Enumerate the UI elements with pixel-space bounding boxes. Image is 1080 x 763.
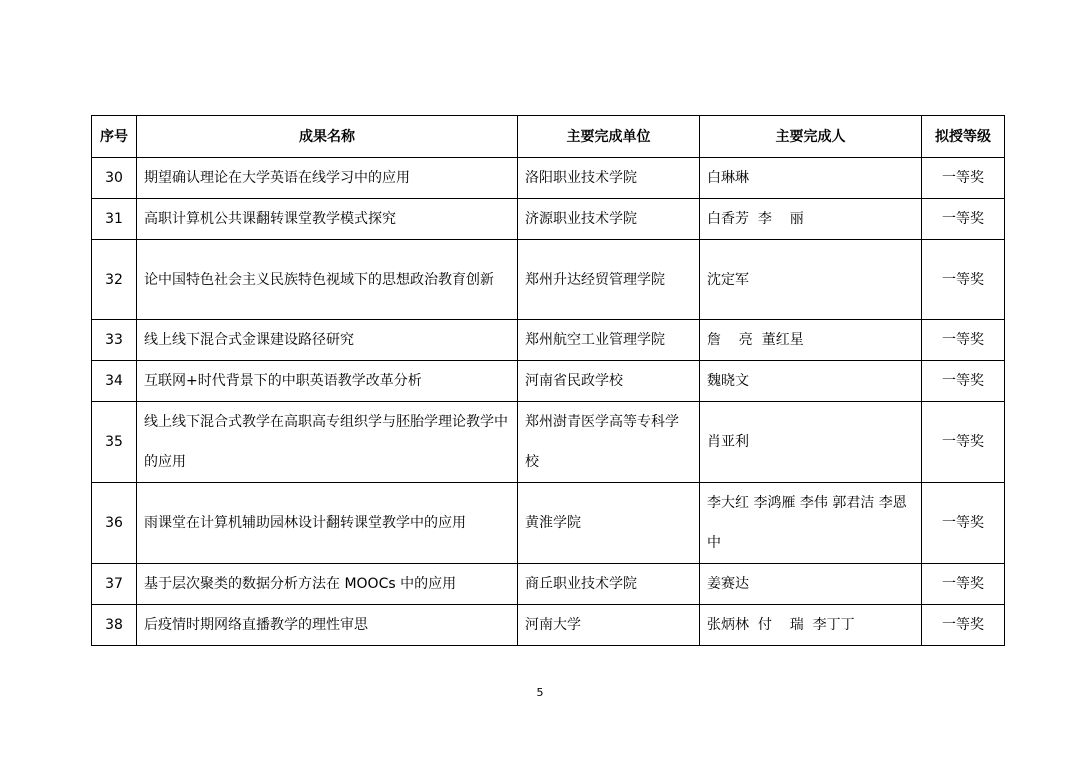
row-number: 32 bbox=[92, 240, 137, 320]
row-number: 30 bbox=[92, 158, 137, 199]
completing-unit: 济源职业技术学院 bbox=[518, 199, 700, 240]
award-level: 一等奖 bbox=[922, 361, 1005, 402]
achievement-name: 线上线下混合式教学在高职高专组织学与胚胎学理论教学中的应用 bbox=[137, 402, 518, 483]
completing-unit: 黄淮学院 bbox=[518, 483, 700, 564]
table-row bbox=[92, 605, 1005, 646]
award-level: 一等奖 bbox=[922, 605, 1005, 646]
award-level: 一等奖 bbox=[922, 240, 1005, 320]
completing-persons: 魏晓文 bbox=[700, 361, 922, 402]
table-row bbox=[92, 402, 1005, 483]
completing-unit: 河南大学 bbox=[518, 605, 700, 646]
award-level: 一等奖 bbox=[922, 199, 1005, 240]
header-completing-persons: 主要完成人 bbox=[700, 116, 922, 158]
award-level: 一等奖 bbox=[922, 402, 1005, 483]
completing-persons: 姜赛达 bbox=[700, 564, 922, 605]
completing-persons: 张炳林 付 瑞 李丁丁 bbox=[700, 605, 922, 646]
completing-unit: 郑州航空工业管理学院 bbox=[518, 320, 700, 361]
table-row bbox=[92, 320, 1005, 361]
completing-unit: 河南省民政学校 bbox=[518, 361, 700, 402]
award-level: 一等奖 bbox=[922, 483, 1005, 564]
table-row bbox=[92, 564, 1005, 605]
table-header-row bbox=[92, 116, 1005, 158]
row-number: 36 bbox=[92, 483, 137, 564]
achievement-name: 期望确认理论在大学英语在线学习中的应用 bbox=[137, 158, 518, 199]
completing-unit: 郑州澍青医学高等专科学校 bbox=[518, 402, 700, 483]
header-achievement-name: 成果名称 bbox=[137, 116, 518, 158]
award-level: 一等奖 bbox=[922, 320, 1005, 361]
row-number: 35 bbox=[92, 402, 137, 483]
header-serial-number: 序号 bbox=[92, 116, 137, 158]
completing-persons: 李大红 李鸿雁 李伟 郭君洁 李恩中 bbox=[700, 483, 922, 564]
header-award-level: 拟授等级 bbox=[922, 116, 1005, 158]
row-number: 31 bbox=[92, 199, 137, 240]
completing-unit: 洛阳职业技术学院 bbox=[518, 158, 700, 199]
page-number: 5 bbox=[536, 686, 544, 699]
achievement-name: 雨课堂在计算机辅助园林设计翻转课堂教学中的应用 bbox=[137, 483, 518, 564]
table-row bbox=[92, 158, 1005, 199]
awards-table bbox=[91, 115, 1005, 646]
completing-persons: 白琳琳 bbox=[700, 158, 922, 199]
row-number: 33 bbox=[92, 320, 137, 361]
completing-unit: 郑州升达经贸管理学院 bbox=[518, 240, 700, 320]
completing-persons: 詹 亮 董红星 bbox=[700, 320, 922, 361]
award-level: 一等奖 bbox=[922, 564, 1005, 605]
completing-persons: 肖亚利 bbox=[700, 402, 922, 483]
table-row bbox=[92, 483, 1005, 564]
header-completing-unit: 主要完成单位 bbox=[518, 116, 700, 158]
row-number: 37 bbox=[92, 564, 137, 605]
achievement-name: 高职计算机公共课翻转课堂教学模式探究 bbox=[137, 199, 518, 240]
row-number: 38 bbox=[92, 605, 137, 646]
completing-persons: 沈定军 bbox=[700, 240, 922, 320]
achievement-name: 论中国特色社会主义民族特色视域下的思想政治教育创新 bbox=[137, 240, 518, 320]
achievement-name: 互联网+时代背景下的中职英语教学改革分析 bbox=[137, 361, 518, 402]
achievement-name: 后疫情时期网络直播教学的理性审思 bbox=[137, 605, 518, 646]
award-level: 一等奖 bbox=[922, 158, 1005, 199]
completing-unit: 商丘职业技术学院 bbox=[518, 564, 700, 605]
achievement-name: 线上线下混合式金课建设路径研究 bbox=[137, 320, 518, 361]
row-number: 34 bbox=[92, 361, 137, 402]
table-row bbox=[92, 240, 1005, 320]
achievement-name: 基于层次聚类的数据分析方法在 MOOCs 中的应用 bbox=[137, 564, 518, 605]
completing-persons: 白香芳 李 丽 bbox=[700, 199, 922, 240]
table-row bbox=[92, 199, 1005, 240]
table-row bbox=[92, 361, 1005, 402]
